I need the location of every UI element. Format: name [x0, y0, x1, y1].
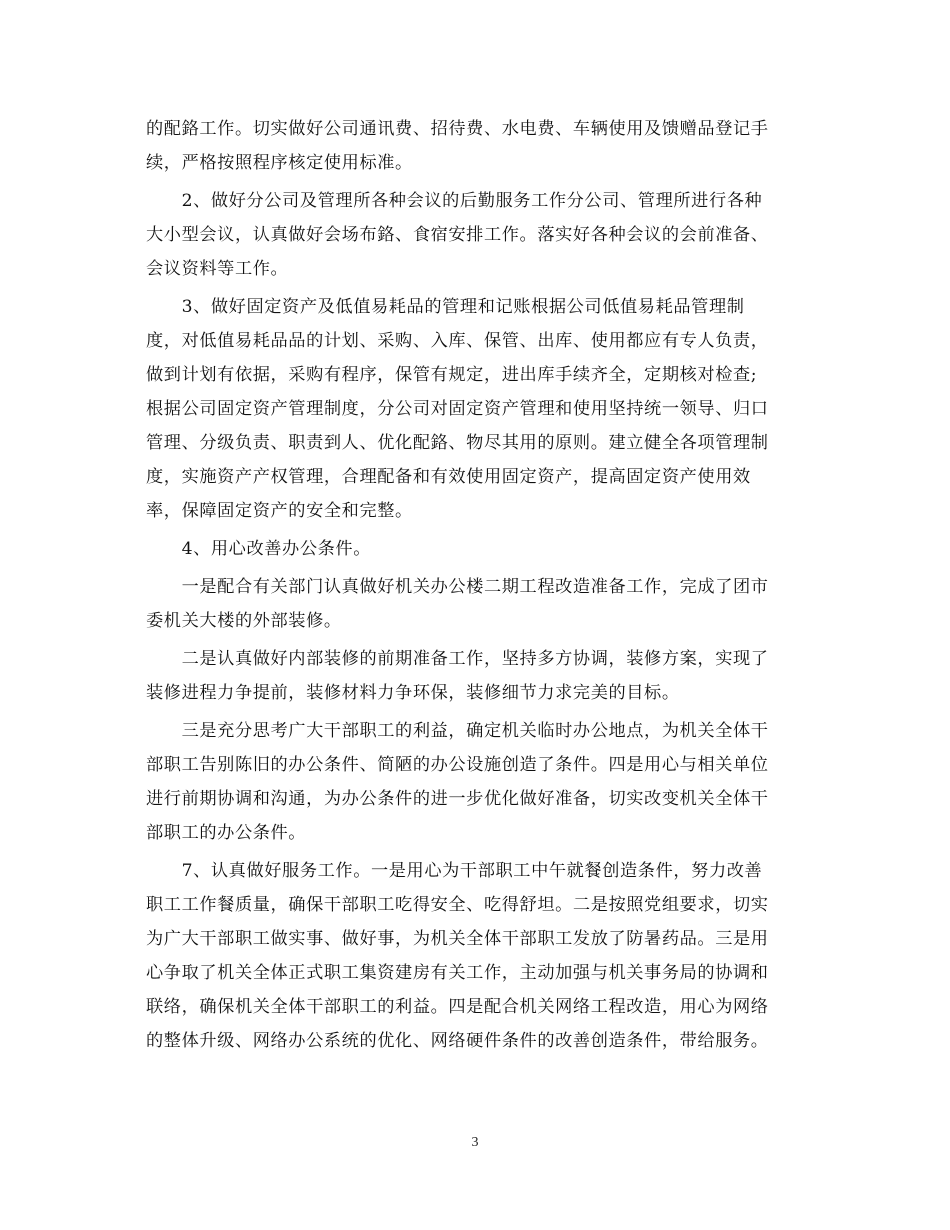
text-line: 一是配合有关部门认真做好机关办公楼二期工程改造准备工作，完成了团市 [146, 577, 769, 597]
text-line: 职工工作餐质量，确保干部职工吃得安全、吃得舒坦。二是按照党组要求，切实 [146, 895, 769, 915]
text-line: 联络，确保机关全体干部职工的利益。四是配合机关网络工程改造，用心为网络 [146, 997, 769, 1017]
text-line: 4、用心改善办公条件。 [146, 539, 371, 559]
text-line: 度，对低值易耗品品的计划、采购、入库、保管、出库、使用都应有专人负责， [146, 331, 769, 351]
text-line: 率，保障固定资产的安全和完整。 [146, 501, 413, 521]
text-line: 管理、分级负责、职责到人、优化配鉻、物尽其用的原则。建立健全各项管理制 [146, 433, 769, 453]
text-line: 会议资料等工作。 [146, 259, 289, 279]
text-line: 2、做好分公司及管理所各种会议的后勤服务工作分公司、管理所进行各种 [146, 191, 763, 211]
text-line: 的配鉻工作。切实做好公司通讯费、招待费、水电费、车辆使用及馈赠品登记手 [146, 119, 769, 139]
text-line: 的整体升级、网络办公系统的优化、网络硬件条件的改善创造条件，带给服务。 [146, 1031, 769, 1051]
text-line: 心争取了机关全体正式职工集资建房有关工作，主动加强与机关事务局的协调和 [146, 963, 769, 983]
text-line: 三是充分思考广大干部职工的利益，确定机关临时办公地点，为机关全体干 [146, 721, 769, 741]
text-line: 续，严格按照程序核定使用标准。 [146, 153, 413, 173]
text-line: 部职工告别陈旧的办公条件、简陋的办公设施创造了条件。四是用心与相关单位 [146, 755, 769, 775]
text-line: 为广大干部职工做实事、做好事，为机关全体干部职工发放了防暑药品。三是用 [146, 929, 769, 949]
text-line: 大小型会议，认真做好会场布鉻、食宿安排工作。落实好各种会议的会前准备、 [146, 225, 769, 245]
text-line: 7、认真做好服务工作。一是用心为干部职工中午就餐创造条件，努力改善 [146, 861, 763, 881]
text-line: 进行前期协调和沟通，为办公条件的进一步优化做好准备，切实改变机关全体干 [146, 789, 769, 809]
text-line: 做到计划有依据，采购有程序，保管有规定，进出库手续齐全，定期核对检查; [146, 365, 758, 385]
text-line: 委机关大楼的外部装修。 [146, 611, 342, 631]
text-line: 度，实施资产产权管理，合理配备和有效使用固定资产，提高固定资产使用效 [146, 467, 751, 487]
text-line: 3、做好固定资产及低值易耗品的管理和记账根据公司低值易耗品管理制 [146, 297, 745, 317]
text-line: 二是认真做好内部装修的前期准备工作，坚持多方协调，装修方案，实现了 [146, 649, 769, 669]
text-line: 装修进程力争提前，装修材料力争环保，装修细节力求完美的目标。 [146, 683, 680, 703]
page-number: 3 [471, 1135, 479, 1150]
text-line: 根据公司固定资产管理制度，分公司对固定资产管理和使用坚持统一领导、归口 [146, 399, 769, 419]
text-line: 部职工的办公条件。 [146, 823, 307, 843]
